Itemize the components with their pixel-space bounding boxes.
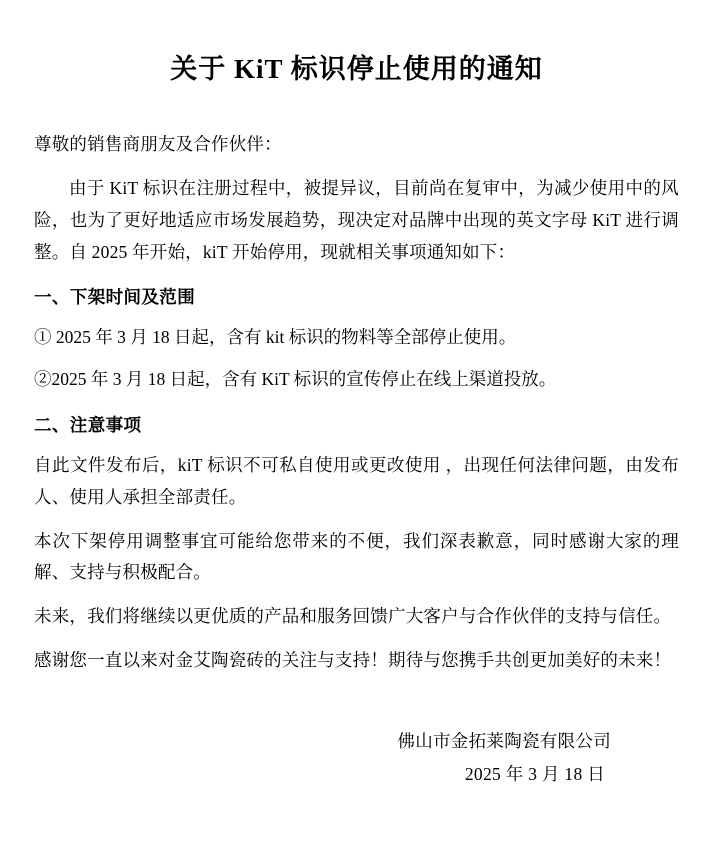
salutation: 尊敬的销售商朋友及合作伙伴： bbox=[34, 134, 282, 155]
notice-paragraph: 感谢您一直以来对金艾陶瓷砖的关注与支持！期待与您携手共创更加美好的未来！ bbox=[34, 650, 672, 671]
section-heading-1: 一、下架时间及范围 bbox=[34, 287, 196, 308]
document-body bbox=[28, 129, 685, 791]
signature-company: 佛山市金拓莱陶瓷有限公司 bbox=[397, 730, 611, 751]
signature-block bbox=[34, 725, 679, 792]
signature-date: 2025 年 3 月 18 日 bbox=[464, 764, 605, 785]
notice-paragraph: 本次下架停用调整事宜可能给您带来的不便，我们深表歉意，同时感谢大家的理解、支持与积极配合。 bbox=[34, 530, 679, 583]
page-title: 关于 KiT 标识停止使用的通知 bbox=[170, 54, 543, 84]
notice-paragraph: 自此文件发布后，kiT 标识不可私自使用或更改使用 ，出现任何法律问题，由发布人、使用人承担全部责任。 bbox=[34, 454, 679, 507]
intro-paragraph: 由于 KiT 标识在注册过程中，被提异议，目前尚在复审中，为减少使用中的风险，也为了更好地适应市场发展趋势，现决定对品牌中出现的英文字母 KiT 进行调整。自 2025 年开始，kiT 开始停用，现就相关事项通知如下： bbox=[34, 177, 679, 262]
section-heading-2: 二、注意事项 bbox=[34, 415, 142, 435]
notice-paragraph: 未来，我们将继续以更优质的产品和服务回馈广大客户与合作伙伴的支持与信任。 bbox=[34, 606, 672, 627]
list-item: ① 2025 年 3 月 18 日起，含有 kit 标识的物料等全部停止使用。 bbox=[34, 327, 517, 348]
list-item: ②2025 年 3 月 18 日起，含有 KiT 标识的宣传停止在线上渠道投放。 bbox=[34, 369, 557, 390]
